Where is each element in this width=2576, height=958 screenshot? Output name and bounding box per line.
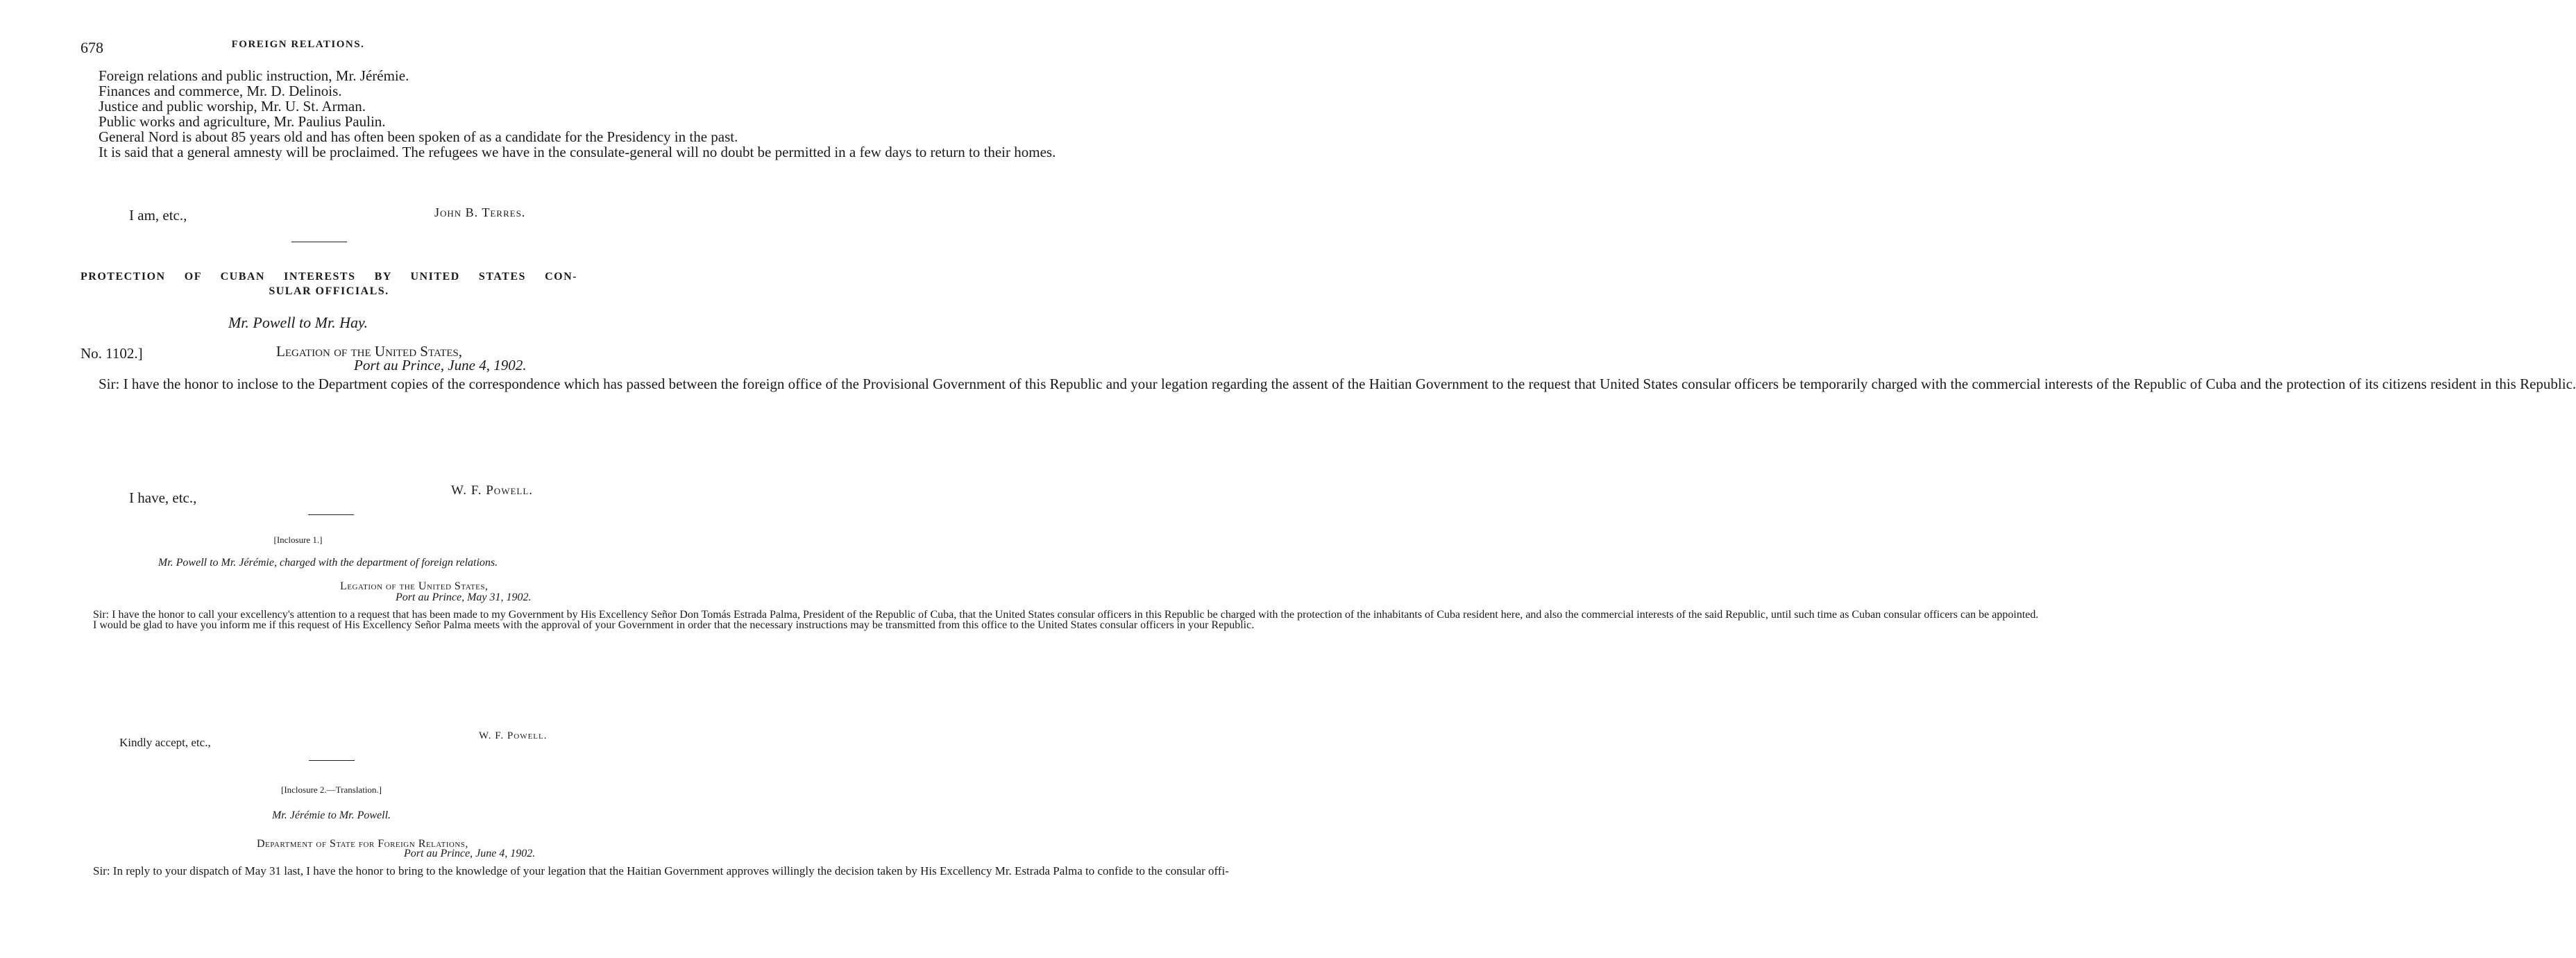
section-heading (80, 269, 577, 299)
minister-line: Justice and public worship, Mr. U. St. Arman. (99, 98, 366, 115)
heading-line: PROTECTION OF CUBAN INTERESTS BY UNITED STATES CON- (80, 271, 577, 283)
inclosure-body (80, 864, 1229, 877)
paragraph: Sir: In reply to your dispatch of May 31 last, I have the honor to bring to the knowledge of your legation that the Haitian Government approves willingly the decision taken by His Excellency Mr. Estrada Palma to confide to the consular offi- (93, 864, 1229, 877)
inclosure-body (80, 609, 2039, 631)
paragraph: Sir: I have the honor to call your excellency's attention to a request that has been made to my Government by His Excellency Señor Don Tomás Estrada Palma, President of the Republic of Cuba, that the United States consular officers in this Republic be charged with the protection of the inhabitants of Cuba resident here, and also the commercial interests of the said Republic, until such time as Cuban consular officers can be appointed. (93, 609, 2039, 621)
closing: I am, etc., (129, 207, 187, 224)
minister-line: Public works and agriculture, Mr. Paulius Paulin. (99, 113, 386, 130)
inclosure-title: Mr. Powell to Mr. Jérémie, charged with the department of foreign relations. (158, 557, 498, 569)
minister-line: Finances and commerce, Mr. D. Delinois. (99, 83, 342, 99)
divider (308, 514, 354, 515)
closing: Kindly accept, etc., (119, 736, 211, 749)
signature: W. F. Powell. (479, 730, 548, 741)
inclosure-dateline: Port au Prince, June 4, 1902. (404, 848, 536, 859)
inclosure-title: Mr. Jérémie to Mr. Powell. (271, 809, 391, 821)
paragraph: I would be glad to have you inform me if this request of His Excellency Señor Palma meets with the approval of your Government in order that the necessary instructions may be transmitted from this office to the United States consular officers in your Republic. (93, 619, 1255, 631)
running-title: FOREIGN RELATIONS. (231, 39, 365, 50)
signature: John B. Terres. (434, 205, 526, 219)
page-number: 678 (80, 39, 103, 56)
paragraph: General Nord is about 85 years old and has often been spoken of as a candidate for the Presidency in the past. (99, 128, 738, 145)
letter-body (80, 376, 2576, 392)
letter-title: Mr. Powell to Mr. Hay. (228, 314, 368, 331)
inclosure-dateline: Port au Prince, May 31, 1902. (396, 591, 532, 603)
paragraph: It is said that a general amnesty will be proclaimed. The refugees we have in the consulate-general will no doubt be permitted in a few days to return to their homes. (99, 144, 1056, 160)
opening-text (80, 67, 1056, 160)
dispatch-number: No. 1102.] (80, 345, 143, 362)
inclosure-place: Legation of the United States, (340, 580, 489, 592)
inclosure-label: [Inclosure 2.—Translation.] (280, 784, 382, 795)
inclosure-place: Department of State for Foreign Relations, (257, 838, 468, 850)
dispatch-place: Legation of the United States, (276, 343, 463, 360)
closing: I have, etc., (129, 489, 197, 506)
dispatch-dateline: Port au Prince, June 4, 1902. (354, 357, 527, 373)
inclosure-label: [Inclosure 1.] (273, 535, 323, 545)
divider (309, 760, 355, 761)
heading-line: SULAR OFFICIALS. (269, 285, 389, 297)
signature: W. F. Powell. (451, 483, 534, 498)
paragraph: Sir: I have the honor to inclose to the Department copies of the correspondence which has passed between the foreign office of the Provisional Government of this Republic and your legation regarding the assent of the Haitian Government to the request that United States consular officers be temporarily charged with the commercial interests of the Republic of Cuba and the protection of its citizens resident in this Republic. (99, 376, 2576, 392)
minister-line: Foreign relations and public instruction, Mr. Jérémie. (99, 67, 409, 84)
